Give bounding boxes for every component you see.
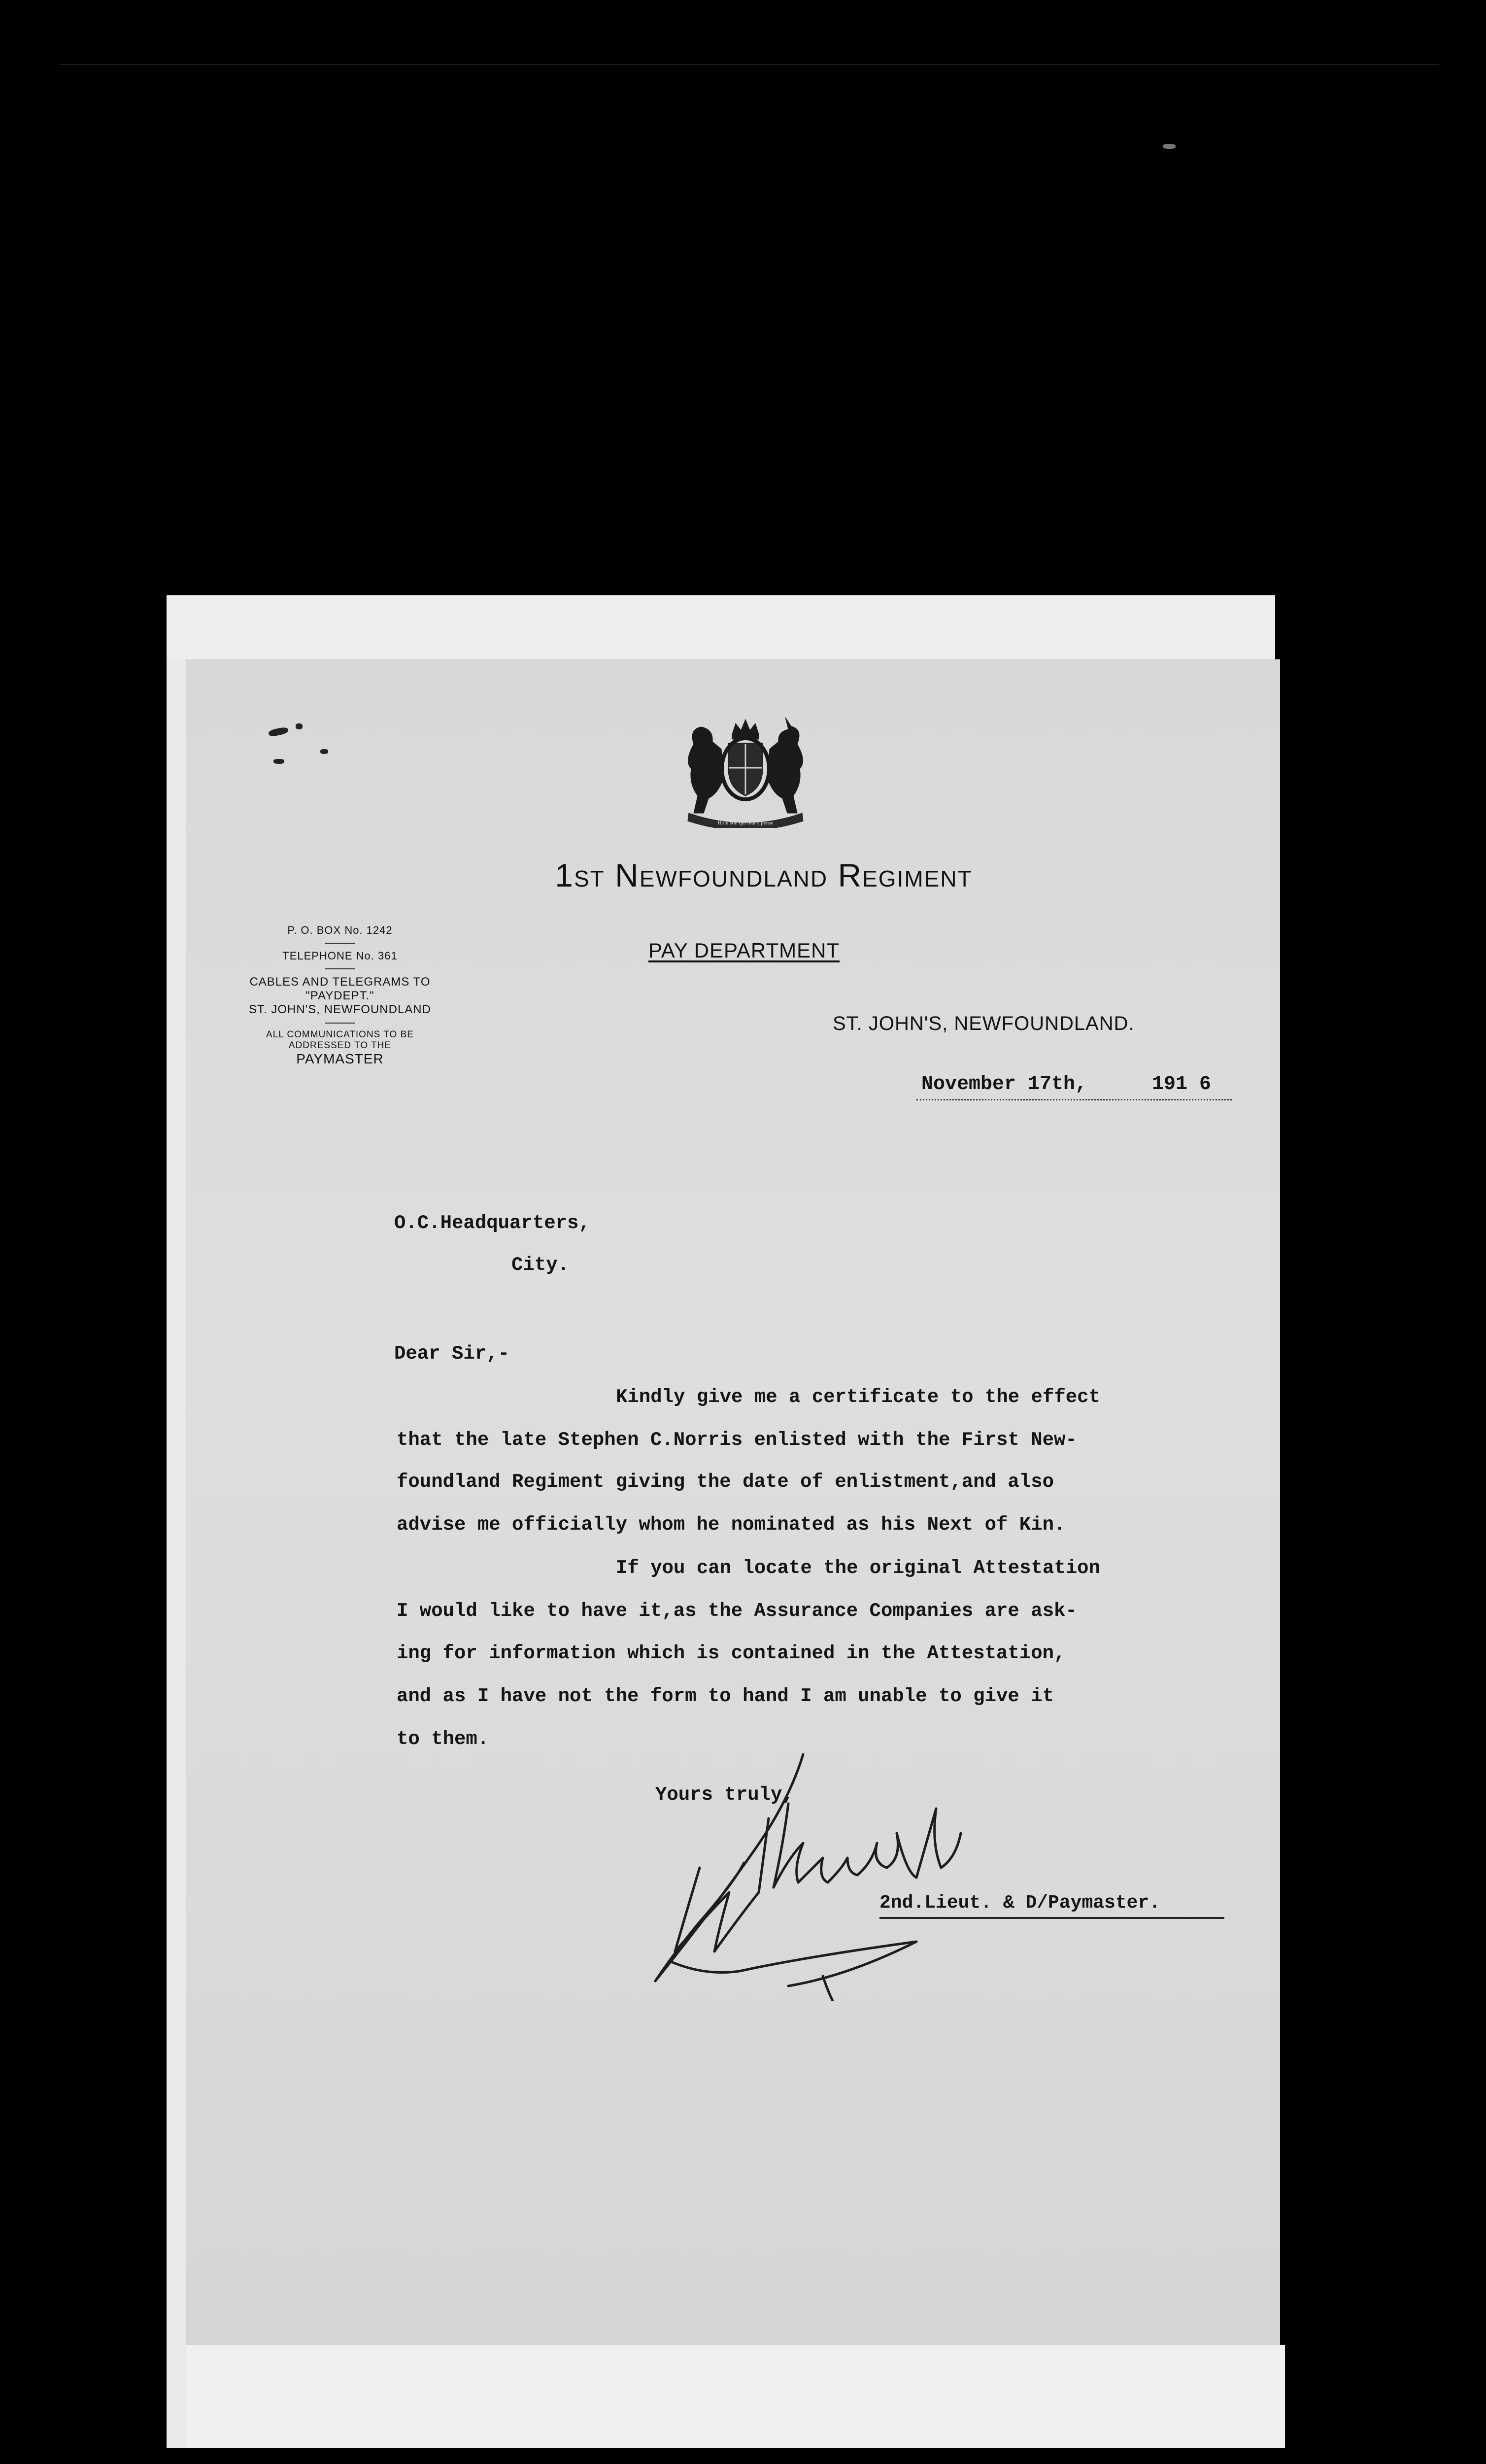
handwritten-signature	[641, 1745, 1035, 2001]
closing: Yours truly,	[655, 1784, 794, 1806]
body-line: I would like to have it,as the Assurance Companies are ask-	[397, 1600, 1077, 1622]
divider	[325, 968, 355, 969]
recipient-line-2: City.	[511, 1254, 570, 1276]
recipient-line-1: O.C.Headquarters,	[394, 1212, 590, 1234]
signer-title: 2nd.Lieut. & D/Paymaster.	[879, 1892, 1161, 1914]
body-line: If you can locate the original Attestation	[616, 1557, 1100, 1579]
cables-line: CABLES AND TELEGRAMS TO	[249, 975, 431, 989]
regiment-title: 1st Newfoundland Regiment	[555, 857, 973, 893]
top-speck	[1163, 144, 1176, 149]
ink-mark	[320, 749, 328, 754]
po-box-line: P. O. BOX No. 1242	[287, 924, 393, 936]
letter-page	[186, 659, 1280, 2345]
letterhead-place: ST. JOHN'S, NEWFOUNDLAND.	[833, 1013, 1135, 1034]
document-sheet-top-edge	[167, 595, 1275, 659]
body-line: foundland Regiment giving the date of enlistment,and also	[397, 1471, 1054, 1493]
body-line: to them.	[397, 1728, 489, 1750]
paydept-line: "PAYDEPT."	[305, 989, 374, 1002]
body-line: advise me officially whom he nominated as his Next of Kin.	[397, 1514, 1066, 1536]
letter-date: November 17th,	[921, 1073, 1087, 1095]
document-sheet-bottom-edge	[186, 2345, 1285, 2448]
salutation: Dear Sir,-	[394, 1343, 510, 1365]
pay-department-heading: PAY DEPARTMENT	[648, 939, 840, 962]
letterhead-address-block	[236, 924, 443, 1067]
crest-motto: Honi soit qui mal y pense	[717, 820, 774, 826]
top-edge-artifact	[59, 64, 1439, 65]
royal-coat-of-arms-icon	[674, 715, 817, 828]
divider	[325, 1023, 355, 1024]
city-line: ST. JOHN'S, NEWFOUNDLAND	[249, 1003, 431, 1016]
telephone-line: TELEPHONE No. 361	[282, 950, 398, 962]
body-line: and as I have not the form to hand I am unable to give it	[397, 1685, 1054, 1707]
body-line: that the late Stephen C.Norris enlisted with the First New-	[397, 1429, 1077, 1451]
body-line: Kindly give me a certificate to the effect	[616, 1386, 1100, 1408]
paymaster-line: PAYMASTER	[296, 1051, 384, 1066]
divider	[325, 943, 355, 944]
addressed-line: ADDRESSED TO THE	[288, 1040, 392, 1051]
ink-mark	[296, 723, 303, 729]
communications-line: ALL COMMUNICATIONS TO BE	[266, 1029, 414, 1040]
ink-mark	[273, 759, 284, 764]
body-line: ing for information which is contained in the Attestation,	[397, 1643, 1066, 1664]
signer-title-underline	[879, 1917, 1224, 1919]
letter-year: 191 6	[1152, 1073, 1212, 1095]
